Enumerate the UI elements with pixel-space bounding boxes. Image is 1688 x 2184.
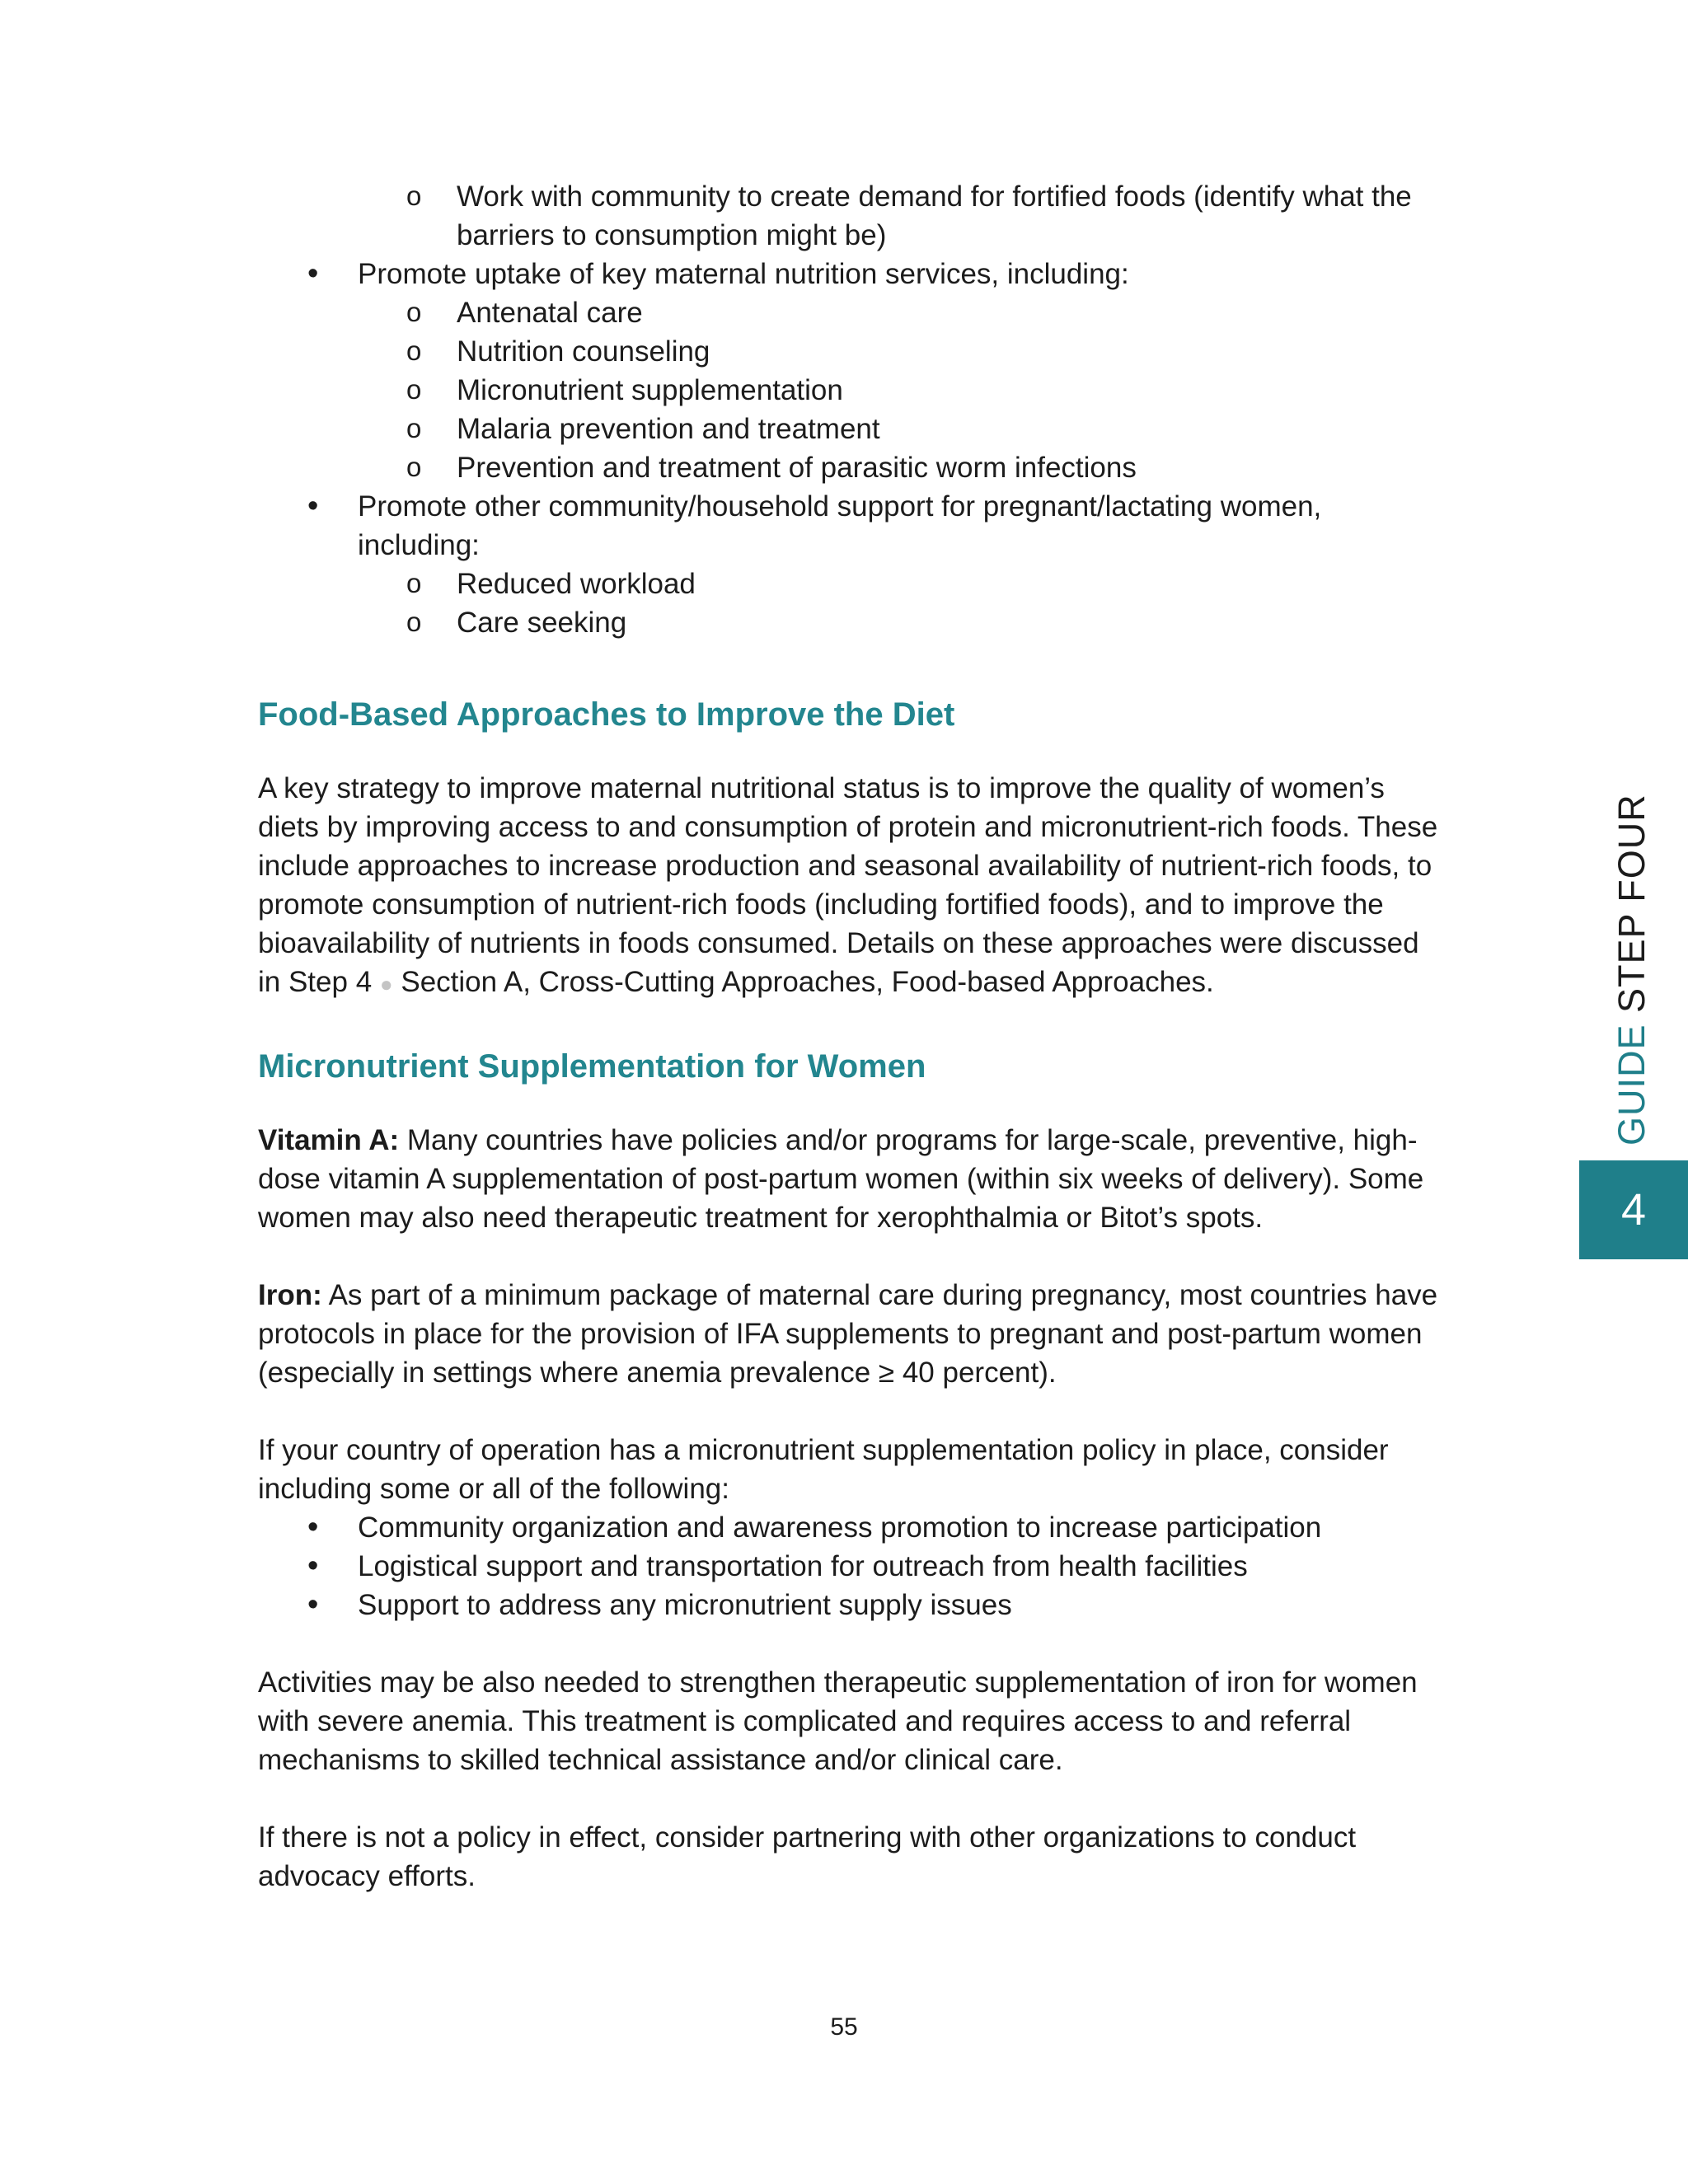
page-content bbox=[258, 177, 1445, 1896]
policy-list bbox=[258, 1508, 1445, 1624]
no-policy-paragraph: If there is not a policy in effect, consider partnering with other organizations to conduct advocacy efforts. bbox=[258, 1821, 1357, 1892]
iron-label: Iron: bbox=[258, 1279, 322, 1311]
list-item bbox=[258, 487, 1445, 642]
activities-paragraph: Activities may be also needed to strengthen therapeutic supplementation of iron for women with severe anemia. This treatment is complicated and requires access to and referral mechanisms to skilled technical assistance and/or clinical care. bbox=[258, 1666, 1418, 1776]
side-guide-text: GUIDE bbox=[1611, 1024, 1653, 1146]
sub-list-item: o Work with community to create demand for fortified foods (identify what the barriers to consumption might be) bbox=[258, 177, 1445, 255]
bullet-text: Promote uptake of key maternal nutrition services, including: bbox=[358, 258, 1129, 290]
side-section-label bbox=[1611, 794, 1653, 1146]
sub-list bbox=[358, 293, 1445, 487]
list-item: • Support to address any micronutrient supply issues bbox=[258, 1586, 1445, 1624]
sub-list-item: o Malaria prevention and treatment bbox=[258, 410, 1445, 448]
sub-list-item: o Reduced workload bbox=[258, 565, 1445, 603]
side-step-text: STEP FOUR bbox=[1611, 794, 1653, 1013]
section-heading-food-based: Food-Based Approaches to Improve the Diet bbox=[258, 696, 955, 733]
sub-list-item: o Micronutrient supplementation bbox=[258, 371, 1445, 410]
vitamin-a-paragraph: Vitamin A: Many countries have policies and/or programs for large-scale, preventive, high-dose vitamin A supplementation of post-partum women (within six weeks of delivery). Some women may also need therapeutic treatment for xerophthalmia or Bitot’s spots. bbox=[258, 1124, 1424, 1234]
sub-list-item: o Antenatal care bbox=[258, 293, 1445, 332]
page-number: 55 bbox=[830, 2013, 858, 2041]
sub-list bbox=[358, 565, 1445, 642]
separator-dot: ● bbox=[379, 972, 393, 996]
list-item: • Community organization and awareness promotion to increase participation bbox=[258, 1508, 1445, 1547]
list-item bbox=[258, 255, 1445, 487]
sub-list-item: o Care seeking bbox=[258, 603, 1445, 642]
food-paragraph: A key strategy to improve maternal nutritional status is to improve the quality of women’s diets by improving access to and consumption of protein and micronutrient-rich foods. These include approaches to increase production and seasonal availability of nutrient-rich foods, to promote consumption of nutrient-rich foods (including fortified foods), and to improve the bioavailability of nutrients in foods consumed. Details on these approaches were discussed in Step 4 ● Section A, Cross-Cutting Approaches, Food-based Approaches. bbox=[258, 772, 1438, 998]
sub-list-item: o Nutrition counseling bbox=[258, 332, 1445, 371]
list-item: • Logistical support and transportation for outreach from health facilities bbox=[258, 1547, 1445, 1586]
side-tab-number: 4 bbox=[1579, 1160, 1688, 1259]
sub-list-item: o Prevention and treatment of parasitic worm infections bbox=[258, 448, 1445, 487]
policy-intro: If your country of operation has a micronutrient supplementation policy in place, consider including some or all of the following: bbox=[258, 1434, 1389, 1505]
bullet-text: Promote other community/household support for pregnant/lactating women, including: bbox=[358, 490, 1322, 561]
section-heading-micronutrient: Micronutrient Supplementation for Women bbox=[258, 1048, 926, 1085]
list-item-continued bbox=[258, 177, 1445, 255]
iron-paragraph: Iron: As part of a minimum package of maternal care during pregnancy, most countries have protocols in place for the provision of IFA supplements to pregnant and post-partum women (especially in settings where anemia prevalence ≥ 40 percent). bbox=[258, 1279, 1438, 1389]
vitamin-a-label: Vitamin A: bbox=[258, 1124, 400, 1156]
top-list bbox=[258, 177, 1445, 642]
